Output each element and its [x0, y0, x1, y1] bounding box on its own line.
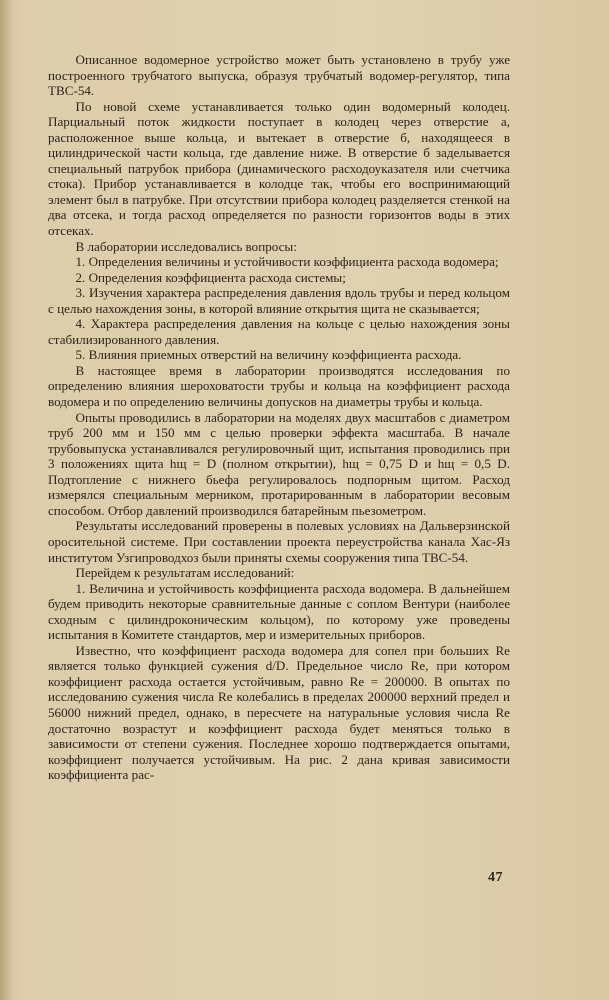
list-item-4: 4. Характера распределения давления на кольце с целью нахождения зоны стабилизированного давления. — [48, 316, 510, 347]
page-binding-shadow — [0, 0, 12, 1000]
list-item-5: 5. Влияния приемных отверстий на величину коэффициента расхода. — [75, 347, 462, 363]
paragraph-5: Опыты проводились в лаборатории на моделях двух масштабов с диаметром труб 200 мм и 150 мм с целью проверки эффекта масштаба. В начале трубовыпуска устанавливался регулировочный щит, испытания проводились при 3 положениях щита hщ = D (полном открытии), hщ = 0,75 D и hщ = 0,5 D. Подтопление с нижнего бьефа регулировалось подпорным щитом. Расход измерялся специальным мерником, протарированным в лаборатории весовым способом. Отбор давлений производился батарейным пьезометром. — [48, 409, 510, 518]
paragraph-9: Известно, что коэффициент расхода водомера для сопел при больших Re является только функцией сужения d/D. Предельное число Re, при котором коэффициент расхода остается устойчивым, равно Re = 200000. В опытах по исследованию сужения числа Re колебались в пределах 200000 верхний предел и 56000 нижний предел, однако, в пересчете на натуральные условия числа Re достаточно возрастут и коэффициент расхода будет меняться только в зависимости от степени сужения. Последнее хорошо подтверждается опытами, коэффициент получается устойчивым. На рис. 2 дана кривая зависимости коэффициента рас- — [48, 642, 510, 783]
paragraph-7: Перейдем к результатам исследований: — [75, 565, 295, 581]
paragraph-8: 1. Величина и устойчивость коэффициента расхода водомера. В дальнейшем будем приводить некоторые сравнительные данные с соплом Вентури (наиболее сходным с цилиндроконическим кольцом), по которому уже проведены испытания в Комитете стандартов, мер и измерительных приборов. — [48, 580, 510, 643]
list-item-1: 1. Определения величины и устойчивости коэффициента расхода водомера; — [75, 254, 499, 270]
page-body-text — [48, 52, 510, 783]
paragraph-4: В настоящее время в лаборатории производятся исследования по определению влияния шероховатости трубы и кольца на коэффициент расхода водомера и по определению величины допусков на диаметры трубы и кольца. — [48, 362, 510, 410]
paragraph-6: Результаты исследований проверены в полевых условиях на Дальверзинской оросительной системе. При составлении проекта переустройства канала Хас-Яз институтом Узгипроводхоз были приняты схемы сооружения типа ТВС-54. — [48, 518, 510, 565]
paragraph-3: В лаборатории исследовались вопросы: — [75, 238, 297, 254]
paragraph-1: Описанное водомерное устройство может быть установлено в трубу уже построенного трубчатого выпуска, образуя трубчатый водомер-регулятор, типа ТВС-54. — [48, 52, 510, 99]
paragraph-2: По новой схеме устанавливается только один водомерный колодец. Парциальный поток жидкости поступает в колодец через отверстие а, расположенное выше кольца, и вытекает в отверстие б, находящееся в цилиндрической части кольца, где давление ниже. В отверстие б заделывается специальный патрубок прибора (динамического расходоуказателя или счетчика стока). Прибор устанавливается в колодце так, чтобы его воспринимающий элемент был в патрубке. При отсутствии прибора колодец разделяется стенкой на два отсека, и тогда расход определяется по разности горизонтов воды в этих отсеках. — [48, 98, 510, 239]
list-item-2: 2. Определения коэффициента расхода системы; — [75, 269, 346, 285]
page-number: 47 — [488, 870, 503, 885]
list-item-3: 3. Изучения характера распределения давления вдоль трубы и перед кольцом с целью нахождения зоны, в которой влияние открытия щита не сказывается; — [48, 285, 510, 316]
